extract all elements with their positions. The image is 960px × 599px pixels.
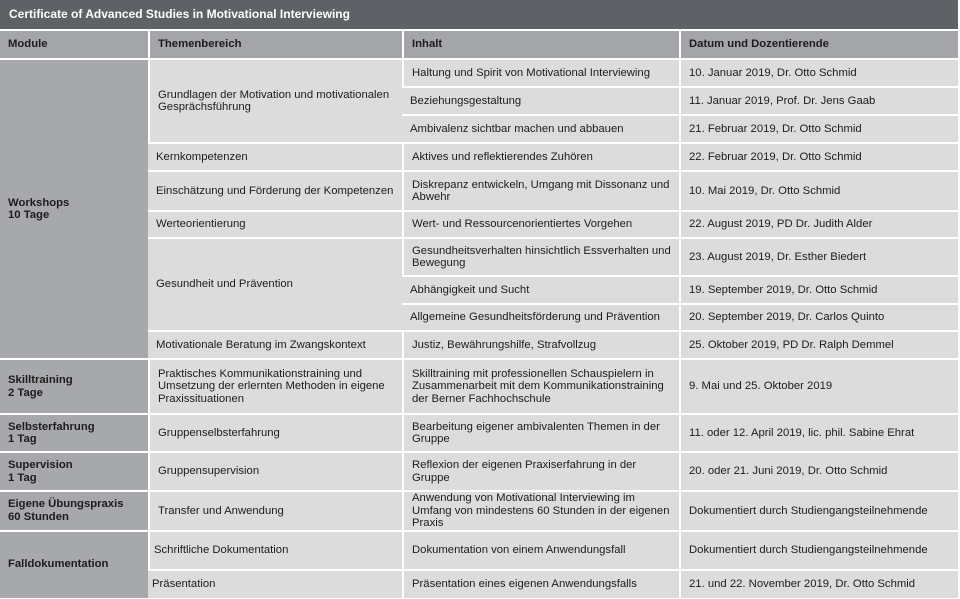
topic-cell: Motivationale Beratung im Zwangskontext <box>148 330 402 358</box>
topic-cell: Schriftliche Dokumentation <box>148 530 402 569</box>
inhalt-cell: Wert- und Ressourcenorientiertes Vorgehen <box>402 210 679 237</box>
module-duration: 10 Tage <box>8 209 50 221</box>
datum-cell: 19. September 2019, Dr. Otto Schmid <box>679 275 958 303</box>
inhalt-cell: Aktives und reflektierendes Zuhören <box>402 142 679 170</box>
header-themenbereich: Themenbereich <box>148 29 402 58</box>
datum-cell: 11. oder 12. April 2019, lic. phil. Sabine Ehrat <box>679 413 958 451</box>
table-row <box>0 451 958 490</box>
inhalt-cell: Ambivalenz sichtbar machen und abbauen <box>402 114 679 142</box>
topic-cell: Transfer und Anwendung <box>148 490 402 530</box>
inhalt-cell: Reflexion der eigenen Praxiserfahrung in der Gruppe <box>402 451 679 490</box>
module-name: Workshops <box>8 196 70 209</box>
module-cell-skilltraining <box>0 358 148 413</box>
inhalt-cell: Skilltraining mit professionellen Schauspielern in Zusammenarbeit mit dem Kommunikationstraining der Berner Fachhochschule <box>402 358 679 413</box>
inhalt-cell: Justiz, Bewährungshilfe, Strafvollzug <box>402 330 679 358</box>
datum-cell: 22. August 2019, PD Dr. Judith Alder <box>679 210 958 237</box>
module-cell-falldokumentation <box>0 530 148 598</box>
table-row <box>0 413 958 451</box>
topic-cell: Kernkompetenzen <box>148 142 402 170</box>
module-name: Falldokumentation <box>8 558 109 571</box>
topic-cell: Gruppensupervision <box>148 451 402 490</box>
datum-cell: 20. oder 21. Juni 2019, Dr. Otto Schmid <box>679 451 958 490</box>
datum-cell: Dokumentiert durch Studiengangsteilnehmende <box>679 490 958 530</box>
datum-cell: 20. September 2019, Dr. Carlos Quinto <box>679 303 958 330</box>
inhalt-cell: Diskrepanz entwickeln, Umgang mit Dissonanz und Abwehr <box>402 170 679 210</box>
topic-cell: Werteorientierung <box>148 210 402 237</box>
document-title: Certificate of Advanced Studies in Motivational Interviewing <box>0 0 958 29</box>
inhalt-cell: Beziehungsgestaltung <box>402 86 679 114</box>
datum-cell: Dokumentiert durch Studiengangsteilnehmende <box>679 530 958 569</box>
module-name: Supervision <box>8 459 73 471</box>
inhalt-cell: Präsentation eines eigenen Anwendungsfalls <box>402 569 679 598</box>
inhalt-cell: Abhängigkeit und Sucht <box>402 275 679 303</box>
datum-cell: 21. und 22. November 2019, Dr. Otto Schmid <box>679 569 958 598</box>
header-inhalt: Inhalt <box>402 29 679 58</box>
inhalt-cell: Anwendung von Motivational Interviewing im Umfang von mindestens 60 Stunden in der eigenen Praxis <box>402 490 679 530</box>
module-name: Selbsterfahrung <box>8 420 95 433</box>
module-duration: 2 Tage <box>8 386 43 399</box>
inhalt-cell: Dokumentation von einem Anwendungsfall <box>402 530 679 569</box>
datum-cell: 10. Januar 2019, Dr. Otto Schmid <box>679 58 958 86</box>
inhalt-cell: Allgemeine Gesundheitsförderung und Prävention <box>402 303 679 330</box>
header-module: Module <box>0 29 148 58</box>
table-row <box>0 358 958 413</box>
datum-cell: 23. August 2019, Dr. Esther Biedert <box>679 237 958 275</box>
module-name: Eigene Übungspraxis <box>8 498 124 511</box>
module-cell-selbsterfahrung <box>0 413 148 451</box>
topic-cell: Grundlagen der Motivation und motivationalen Gesprächsführung <box>148 58 402 142</box>
topic-cell: Gesundheit und Prävention <box>148 237 402 330</box>
datum-cell: 11. Januar 2019, Prof. Dr. Jens Gaab <box>679 86 958 114</box>
module-cell-supervision <box>0 451 148 490</box>
module-name: Skilltraining <box>8 374 73 386</box>
topic-cell: Präsentation <box>148 569 402 598</box>
module-duration: 60 Stunden <box>8 510 69 523</box>
inhalt-cell: Gesundheitsverhalten hinsichtlich Essverhalten und Bewegung <box>402 237 679 275</box>
header-datum: Datum und Dozentierende <box>679 29 958 58</box>
module-duration: 1 Tag <box>8 433 37 445</box>
table-header-row <box>0 29 958 58</box>
datum-cell: 10. Mai 2019, Dr. Otto Schmid <box>679 170 958 210</box>
topic-cell: Gruppenselbsterfahrung <box>148 413 402 451</box>
table-row <box>0 490 958 530</box>
datum-cell: 25. Oktober 2019, PD Dr. Ralph Demmel <box>679 330 958 358</box>
module-cell-uebungspraxis <box>0 490 148 530</box>
table-row <box>0 58 958 86</box>
datum-cell: 21. Februar 2019, Dr. Otto Schmid <box>679 114 958 142</box>
table-row <box>0 530 958 569</box>
datum-cell: 22. Februar 2019, Dr. Otto Schmid <box>679 142 958 170</box>
module-cell-workshops <box>0 58 148 358</box>
topic-cell: Einschätzung und Förderung der Kompetenzen <box>148 170 402 210</box>
inhalt-cell: Haltung und Spirit von Motivational Interviewing <box>402 58 679 86</box>
topic-cell: Praktisches Kommunikationstraining und Umsetzung der erlernten Methoden in eigene Praxissituationen <box>148 358 402 413</box>
inhalt-cell: Bearbeitung eigener ambivalenten Themen in der Gruppe <box>402 413 679 451</box>
module-duration: 1 Tag <box>8 471 37 484</box>
curriculum-table <box>0 29 958 598</box>
datum-cell: 9. Mai und 25. Oktober 2019 <box>679 358 958 413</box>
